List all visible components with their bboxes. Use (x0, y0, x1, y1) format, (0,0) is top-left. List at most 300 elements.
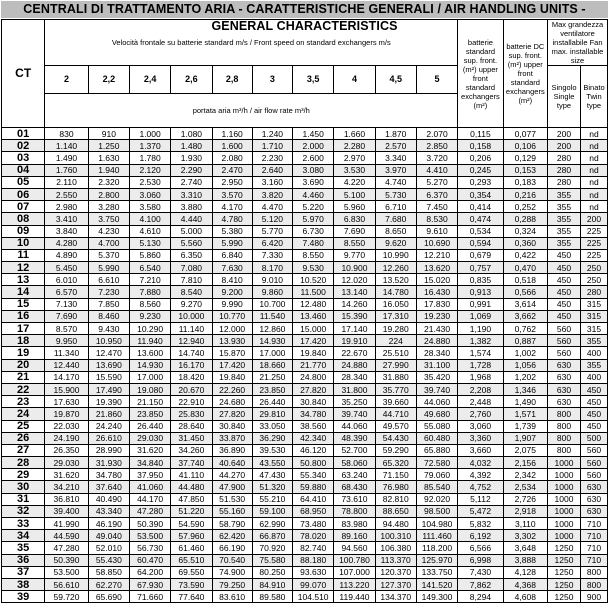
table-cell: 2.080 (212, 152, 252, 164)
table-cell: 60.470 (129, 554, 170, 566)
table-cell: 34.780 (293, 408, 334, 420)
table-cell: 3.690 (293, 176, 334, 188)
table-cell: 5.730 (375, 188, 416, 200)
ct-cell: 18 (2, 335, 45, 347)
table-cell: 64.410 (293, 493, 334, 505)
table-cell: 450 (548, 262, 581, 274)
table-row (2, 140, 608, 152)
table-cell: 0,991 (458, 298, 503, 310)
table-cell: 39.660 (375, 396, 416, 408)
table-cell: 8.460 (88, 310, 129, 322)
table-cell: 47.280 (45, 542, 88, 554)
table-cell: 15.000 (293, 323, 334, 335)
table-cell: nd (581, 188, 608, 200)
table-cell: 70.920 (252, 542, 292, 554)
table-cell: 99.070 (293, 578, 334, 590)
table-cell: 22.030 (45, 420, 88, 432)
table-cell: 5.120 (252, 213, 292, 225)
table-cell: 355 (548, 237, 581, 249)
table-cell: 29.810 (252, 408, 292, 420)
table-cell: 2.740 (171, 176, 212, 188)
table-cell: 125.970 (416, 554, 457, 566)
table-cell: 0,153 (503, 164, 547, 176)
table-cell: 1250 (548, 554, 581, 566)
table-cell: 355 (548, 213, 581, 225)
table-row (2, 420, 608, 432)
table-cell: 280 (548, 164, 581, 176)
table-cell: 36.810 (45, 493, 88, 505)
table-cell: 0,835 (458, 274, 503, 286)
table-cell: 1.630 (88, 152, 129, 164)
table-cell: 88.180 (293, 554, 334, 566)
table-cell: 9.230 (129, 310, 170, 322)
table-cell: 73.590 (171, 578, 212, 590)
table-cell: 1,968 (458, 371, 503, 383)
table-cell: 12.940 (171, 335, 212, 347)
table-cell: 1.240 (252, 128, 292, 140)
table-cell: 19.390 (88, 396, 129, 408)
table-cell: 68.950 (293, 505, 334, 517)
table-cell: 4.100 (129, 213, 170, 225)
table-cell: 98.500 (416, 505, 457, 517)
table-cell: 7.130 (45, 298, 88, 310)
table-row (2, 225, 608, 237)
table-cell: 82.740 (293, 542, 334, 554)
table-cell: 58.060 (334, 457, 375, 469)
table-cell: 28.340 (416, 347, 457, 359)
table-cell: 47.430 (252, 469, 292, 481)
speed-header: 4,5 (375, 66, 416, 94)
table-cell: 2.290 (171, 164, 212, 176)
table-cell: 31.930 (88, 457, 129, 469)
ct-cell: 08 (2, 213, 45, 225)
table-cell: 69.550 (171, 566, 212, 578)
table-cell: 17.000 (129, 371, 170, 383)
table-cell: 900 (581, 591, 608, 603)
table-cell: 10.950 (88, 335, 129, 347)
table-cell: 19.230 (416, 310, 457, 322)
table-cell: 78.800 (334, 505, 375, 517)
speed-header: 2 (45, 66, 88, 94)
table-cell: 5,472 (458, 505, 503, 517)
table-cell: 19.280 (375, 323, 416, 335)
table-cell: 58.850 (88, 566, 129, 578)
table-cell: 107.000 (334, 566, 375, 578)
table-cell: 6.540 (129, 262, 170, 274)
table-cell: 355 (548, 225, 581, 237)
table-cell: 44.060 (334, 420, 375, 432)
table-cell: 13.690 (88, 359, 129, 371)
table-cell: 10.000 (171, 310, 212, 322)
table-cell: 355 (581, 335, 608, 347)
table-cell: 12.000 (212, 323, 252, 335)
table-cell: 1000 (548, 530, 581, 542)
table-row (2, 249, 608, 261)
table-cell: 7.480 (293, 237, 334, 249)
table-cell: 450 (548, 274, 581, 286)
table-cell: 20.670 (171, 383, 212, 395)
table-cell: 29.030 (45, 457, 88, 469)
table-cell: 1,202 (503, 371, 547, 383)
table-cell: 37.950 (129, 469, 170, 481)
table-cell: 630 (548, 396, 581, 408)
ct-cell: 28 (2, 457, 45, 469)
table-cell: 26.350 (45, 444, 88, 456)
table-cell: 1,574 (458, 347, 503, 359)
table-cell: 450 (548, 286, 581, 298)
table-cell: 4.280 (45, 237, 88, 249)
table-cell: 21.250 (252, 371, 292, 383)
table-cell: 2,448 (458, 396, 503, 408)
table-cell: 4.440 (171, 213, 212, 225)
table-cell: 1250 (548, 566, 581, 578)
table-cell: 7.450 (416, 201, 457, 213)
table-cell: 18.420 (171, 371, 212, 383)
table-cell: 0,422 (503, 249, 547, 261)
table-row (2, 237, 608, 249)
table-cell: 560 (581, 469, 608, 481)
table-cell: 43.550 (252, 457, 292, 469)
table-cell: 2.530 (129, 176, 170, 188)
table-cell: 1.080 (171, 128, 212, 140)
table-cell: 39.740 (334, 408, 375, 420)
table-cell: 42.340 (293, 432, 334, 444)
ct-cell: 38 (2, 578, 45, 590)
table-cell: 2,726 (503, 493, 547, 505)
table-cell: 33.870 (212, 432, 252, 444)
table-cell: 80.250 (252, 566, 292, 578)
table-cell: 6.420 (252, 237, 292, 249)
table-cell: 24.880 (334, 359, 375, 371)
table-cell: 1,739 (503, 420, 547, 432)
ct-cell: 07 (2, 201, 45, 213)
table-cell: 21.860 (88, 408, 129, 420)
table-cell: 2,342 (503, 469, 547, 481)
table-cell: 400 (581, 371, 608, 383)
table-row (2, 347, 608, 359)
table-cell: 83.610 (212, 591, 252, 603)
table-cell: 2.850 (416, 140, 457, 152)
table-cell: 1.870 (375, 128, 416, 140)
table-cell: 1,346 (503, 383, 547, 395)
table-row (2, 274, 608, 286)
table-cell: 14.170 (45, 371, 88, 383)
ct-cell: 39 (2, 591, 45, 603)
table-cell: 710 (581, 530, 608, 542)
table-cell: 3.720 (416, 152, 457, 164)
table-cell: 560 (581, 457, 608, 469)
table-cell: 450 (548, 298, 581, 310)
table-cell: 11.540 (252, 310, 292, 322)
speed-header: 2,2 (88, 66, 129, 94)
table-cell: 5.970 (293, 213, 334, 225)
table-cell: 56.610 (45, 578, 88, 590)
table-cell: 280 (548, 176, 581, 188)
table-cell: 0,106 (503, 140, 547, 152)
table-cell: 630 (581, 505, 608, 517)
table-cell: 6.010 (45, 274, 88, 286)
table-cell: 40.490 (88, 493, 129, 505)
table-cell: 1.660 (334, 128, 375, 140)
table-cell: 3,110 (503, 518, 547, 530)
table-cell: 225 (581, 225, 608, 237)
table-cell: 7.230 (88, 286, 129, 298)
table-cell: 19.080 (129, 383, 170, 395)
table-cell: 31.620 (129, 444, 170, 456)
table-cell: 3.410 (45, 213, 88, 225)
table-cell: 4.230 (88, 225, 129, 237)
table-cell: 450 (548, 249, 581, 261)
table-cell: 58.790 (212, 518, 252, 530)
table-cell: 52.010 (88, 542, 129, 554)
table-cell: 1000 (548, 481, 581, 493)
table-cell: 280 (548, 152, 581, 164)
table-cell: nd (581, 176, 608, 188)
table-cell: 4,752 (458, 481, 503, 493)
table-cell: 24.800 (293, 371, 334, 383)
table-cell: 37.640 (88, 481, 129, 493)
ct-cell: 21 (2, 371, 45, 383)
table-cell: 1,490 (503, 396, 547, 408)
table-cell: 19.840 (293, 347, 334, 359)
table-cell: 2,156 (503, 457, 547, 469)
table-cell: 15.020 (416, 274, 457, 286)
table-cell: 0,183 (503, 176, 547, 188)
table-cell: 830 (45, 128, 88, 140)
table-cell: 3.080 (293, 164, 334, 176)
table-cell: 71.150 (375, 469, 416, 481)
table-cell: 0,757 (458, 262, 503, 274)
table-cell: 5.380 (212, 225, 252, 237)
table-cell: 1250 (548, 578, 581, 590)
table-cell: 22.670 (334, 347, 375, 359)
table-cell: 51.530 (212, 493, 252, 505)
table-cell: 315 (581, 298, 608, 310)
table-cell: 7.690 (334, 225, 375, 237)
table-cell: 127.370 (375, 578, 416, 590)
table-cell: 12.470 (88, 347, 129, 359)
table-cell: 200 (548, 128, 581, 140)
table-cell: 17.140 (334, 323, 375, 335)
table-cell: 24.880 (416, 335, 457, 347)
table-cell: 9.200 (212, 286, 252, 298)
table-cell: 47.280 (129, 505, 170, 517)
table-cell: 6.610 (88, 274, 129, 286)
table-cell: 7,862 (458, 578, 503, 590)
table-cell: 6.830 (334, 213, 375, 225)
table-cell: 280 (581, 286, 608, 298)
table-cell: 910 (88, 128, 129, 140)
table-cell: 5.860 (129, 249, 170, 261)
table-cell: 78.020 (293, 530, 334, 542)
table-cell: 3.060 (129, 188, 170, 200)
table-cell: 55.340 (293, 469, 334, 481)
ct-cell: 36 (2, 554, 45, 566)
table-cell: 2.280 (334, 140, 375, 152)
table-cell: 23.850 (252, 383, 292, 395)
table-cell: 59.290 (375, 444, 416, 456)
table-cell: 2.600 (293, 152, 334, 164)
table-cell: 2.120 (129, 164, 170, 176)
ct-cell: 02 (2, 140, 45, 152)
table-cell: 22.260 (212, 383, 252, 395)
table-cell: nd (581, 201, 608, 213)
table-cell: 12.440 (45, 359, 88, 371)
table-cell: 39.400 (45, 505, 88, 517)
table-cell: 53.500 (45, 566, 88, 578)
table-cell: 6.350 (171, 249, 212, 261)
table-cell: 44.590 (45, 530, 88, 542)
table-cell: 4.170 (212, 201, 252, 213)
table-cell: 0,216 (503, 188, 547, 200)
table-row (2, 152, 608, 164)
table-cell: 315 (581, 323, 608, 335)
table-cell: 65.510 (171, 554, 212, 566)
table-cell: 119.440 (334, 591, 375, 603)
table-cell: 9.950 (45, 335, 88, 347)
table-cell: 1,056 (503, 359, 547, 371)
table-cell: 5,832 (458, 518, 503, 530)
ct-cell: 03 (2, 152, 45, 164)
table-cell: 0,252 (503, 201, 547, 213)
ct-cell: 12 (2, 262, 45, 274)
table-cell: 1,571 (503, 408, 547, 420)
table-cell: 3.310 (171, 188, 212, 200)
table-cell: 10.690 (416, 237, 457, 249)
table-cell: 35.770 (375, 383, 416, 395)
table-cell: 65.880 (416, 444, 457, 456)
table-cell: 0,288 (503, 213, 547, 225)
table-cell: 800 (581, 566, 608, 578)
speed-header: 5 (416, 66, 457, 94)
table-cell: 26.440 (129, 420, 170, 432)
table-cell: 44.060 (416, 396, 457, 408)
table-cell: 0,206 (458, 152, 503, 164)
table-cell: 3,888 (503, 554, 547, 566)
table-row (2, 481, 608, 493)
table-row (2, 371, 608, 383)
table-cell: 1.600 (212, 140, 252, 152)
ct-cell: 27 (2, 444, 45, 456)
table-cell: 225 (581, 237, 608, 249)
ct-cell: 29 (2, 469, 45, 481)
table-row (2, 298, 608, 310)
table-cell: 1.370 (129, 140, 170, 152)
table-cell: 1.250 (88, 140, 129, 152)
ct-cell: 31 (2, 493, 45, 505)
table-cell: 104.980 (416, 518, 457, 530)
table-cell: 0,354 (458, 188, 503, 200)
table-cell: 47.850 (171, 493, 212, 505)
table-cell: 67.930 (129, 578, 170, 590)
table-cell: 40.640 (212, 457, 252, 469)
table-cell: 250 (581, 262, 608, 274)
table-cell: 10.520 (293, 274, 334, 286)
table-cell: 3,614 (503, 298, 547, 310)
table-cell: 1.160 (212, 128, 252, 140)
table-cell: 55.210 (252, 493, 292, 505)
table-cell: 2,760 (458, 408, 503, 420)
table-cell: 56.730 (129, 542, 170, 554)
table-cell: 14.930 (129, 359, 170, 371)
table-cell: 6,998 (458, 554, 503, 566)
table-cell: 1000 (548, 469, 581, 481)
table-row (2, 493, 608, 505)
table-cell: 630 (548, 359, 581, 371)
table-cell: 450 (581, 420, 608, 432)
ct-header: CT (2, 20, 45, 128)
table-cell: 65.320 (375, 457, 416, 469)
table-cell: 1,728 (458, 359, 503, 371)
table-cell: 19.840 (212, 371, 252, 383)
table-cell: 8,294 (458, 591, 503, 603)
table-cell: 1000 (548, 505, 581, 517)
table-cell: 100.310 (375, 530, 416, 542)
table-cell: 55.080 (416, 420, 457, 432)
table-cell: 94.480 (375, 518, 416, 530)
ct-cell: 34 (2, 530, 45, 542)
table-row (2, 176, 608, 188)
table-cell: 15.870 (212, 347, 252, 359)
table-cell: 43.340 (88, 505, 129, 517)
table-cell: 73.610 (334, 493, 375, 505)
table-cell: 65.690 (88, 591, 129, 603)
table-cell: 8.650 (375, 225, 416, 237)
table-cell: 0,566 (503, 286, 547, 298)
table-cell: 0,245 (458, 164, 503, 176)
table-cell: 1.480 (171, 140, 212, 152)
table-row (2, 359, 608, 371)
ct-cell: 32 (2, 505, 45, 517)
table-cell: 1.450 (293, 128, 334, 140)
table-row (2, 408, 608, 420)
table-cell: 14.260 (334, 298, 375, 310)
speed-caption: Velocità frontale su batterie standard m/s / Front speed on standard exchangers m/s (45, 20, 458, 66)
table-cell: 15.900 (45, 383, 88, 395)
table-cell: 27.990 (375, 359, 416, 371)
table-cell: 3.820 (252, 188, 292, 200)
table-cell: 41.060 (129, 481, 170, 493)
table-cell: 34.260 (171, 444, 212, 456)
table-cell: 106.380 (375, 542, 416, 554)
table-cell: 0,679 (458, 249, 503, 261)
table-cell: 4,032 (458, 457, 503, 469)
table-cell: 66.870 (252, 530, 292, 542)
table-cell: 5.450 (45, 262, 88, 274)
table-cell: 2.230 (252, 152, 292, 164)
table-cell: 36.290 (252, 432, 292, 444)
ct-cell: 01 (2, 128, 45, 140)
table-cell: 72.580 (416, 457, 457, 469)
ct-cell: 11 (2, 249, 45, 261)
table-cell: 9.270 (171, 298, 212, 310)
table-cell: 1.760 (45, 164, 88, 176)
table-cell: 2.000 (293, 140, 334, 152)
table-cell: 0,129 (503, 152, 547, 164)
table-cell: 31.100 (416, 359, 457, 371)
table-cell: 2.070 (416, 128, 457, 140)
table-cell: nd (581, 128, 608, 140)
table-cell: 3,660 (458, 444, 503, 456)
table-cell: 57.960 (171, 530, 212, 542)
table-cell: 24.190 (45, 432, 88, 444)
table-cell: 800 (548, 444, 581, 456)
table-cell: 7.850 (88, 298, 129, 310)
table-cell: 250 (581, 274, 608, 286)
table-row (2, 323, 608, 335)
table-cell: 16.430 (416, 286, 457, 298)
table-cell: 10.770 (212, 310, 252, 322)
